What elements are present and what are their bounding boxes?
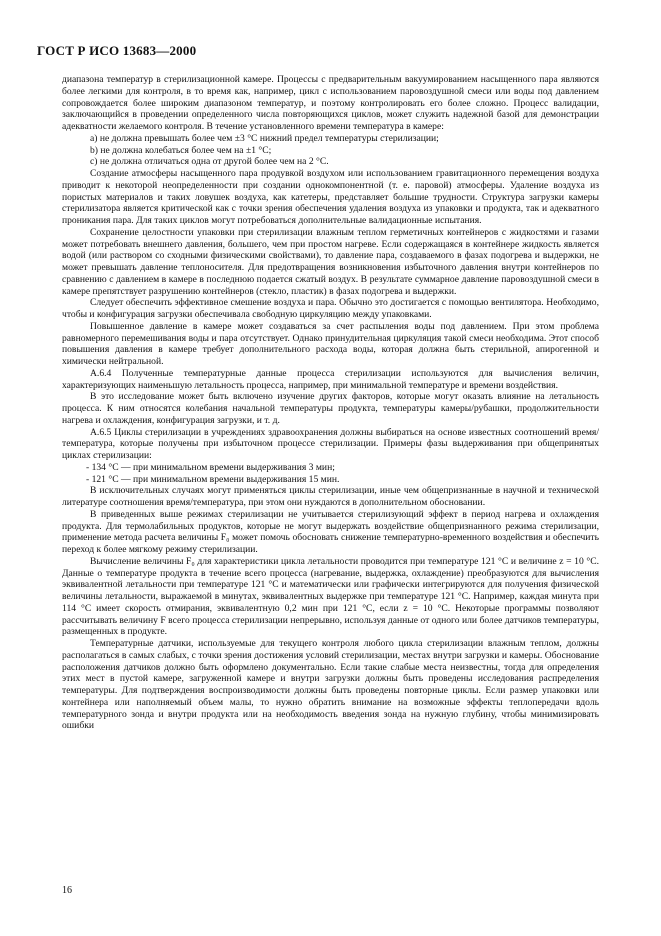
dash-item: - 134 °С — при минимальном времени выдерживания 3 мин; [86,461,335,473]
dash-item: - 121 °С — при минимальном времени выдерживания 15 мин. [86,473,340,485]
paragraph: Сохранение целостности упаковки при стерилизации влажным теплом герметичных контейнеров с жидкостями и газами может потребовать внешнего давления, большего, чем при простом нагреве. Если содержащаяся в контейнере жидкость является водой (или раствором со сходными физическими свойствами), то давление пара, создаваемого в фазах подогрева и выдержки, не может превышать давление теплоносителя. Для предотвращения возникновения избыточного давления внутри контейнеров по сравнению с давлением в камере в последнюю подается сжатый воздух. В результате суммарное давление паровоздушной смеси в камере препятствует разрушению контейнеров (стекло, пластик) в фазах подогрева и выдержки. [62,226,599,297]
list-item: c) не должна отличаться одна от другой более чем на 2 °С. [90,156,329,168]
paragraph: В приведенных выше режимах стерилизации не учитывается стерилизующий эффект в период нагрева и охлаждения продукта. Для термолабильных продуктов, которые не могут выдержать воздействие общепризнанного режима стерилизации, применение метода расчета величины F₀ может помочь обосновать снижение температурно-временного воздействия и обеспечить переход к более мягкому режиму стерилизации. [62,508,599,555]
list-item: а) не должна превышать более чем ±3 °С нижний предел температуры стерилизации; [90,132,439,144]
paragraph: А.6.4 Полученные температурные данные процесса стерилизации используются для вычисления величин, характеризующих наименьшую летальность процесса, например, при минимальной температуре и времени воздействия. [62,367,599,391]
paragraph: Повышенное давление в камере может создаваться за счет распыления воды под давлением. При этом проблема равномерного перемешивания воды и пара отсутствует. Однако принудительная циркуляция такой смеси необходима. Этот способ повышения давления в камере требует дополнительного расхода воды, которая должна быть стерильной, апирогенной и химически нейтральной. [62,320,599,367]
paragraph: Следует обеспечить эффективное смешение воздуха и пара. Обычно это достигается с помощью вентилятора. Необходимо, чтобы и конфигурация загрузки обеспечивала свободную циркуляцию между упаковками. [62,297,599,320]
page-number: 16 [62,885,72,896]
paragraph: диапазона температур в стерилизационной камере. Процессы с предварительным вакуумированием насыщенного пара являются более легкими для контроля, в то время как, например, цикл с использованием паровоздушной смеси или воды под давлением сопровождается более широким диапазоном температур, и поэтому контролировать его более сложно. Процесс валидации, заключающийся в проведении определенного числа повторяющихся циклов, может служить надежной базой для демонстрации адекватности желаемого контроля. В течение установленного времени температура в камере: [62,74,599,132]
paragraph: В это исследование может быть включено изучение других факторов, которые могут оказать влияние на летальность процесса. К ним относятся колебания начальной температуры продукта, температуры камеры/рубашки, продолжительности нагрева и охлаждения, конфигурация загрузки, и т. д. [62,391,599,426]
paragraph: В исключительных случаях могут применяться циклы стерилизации, иные чем общепризнанные в научной и технической литературе соотношения время/температура, при этом они нуждаются в дополнительном обосновании. [62,485,599,508]
document-body [62,74,599,732]
paragraph: Температурные датчики, используемые для текущего контроля любого цикла стерилизации влажным теплом, должны располагаться в самых слабых, с точки зрения достижения условий стерилизации, местах внутри загрузки и камеры. Обоснование расположения датчиков должно быть оформлено документально. Если такие слабые места неизвестны, тогда для определения этих мест в пустой камере, загруженной камере и внутри загрузки должны быть проведены исследования распределения температуры. Для подтверждения воспроизводимости должны быть проведены повторные циклы. Если размер упаковки или контейнера или наполняемый объем малы, то нужно обратить внимание на возможные эффекты теплопередачи вдоль температурного зонда и внутри продукта или на необходимость введения зонда на нужную глубину, чтобы минимизировать ошибки [62,638,599,732]
list-item: b) не должна колебаться более чем на ±1 °С; [90,144,272,156]
paragraph: Создание атмосферы насыщенного пара продувкой воздухом или использованием гравитационного перемещения воздуха приводит к некоторой неопределенности при создании однокомпонентной (т. е. паровой) атмосферы. Удаление воздуха из пористых материалов и таких ловушек воздуха, как катетеры, представляет большие трудности. Структура загрузки камеры стерилизатора является критической как с точки зрения обеспечения удаления воздуха из упаковки и продукта, так и адекватного проникания пара. Для таких циклов могут потребоваться дополнительные валидационные испытания. [62,168,599,226]
paragraph: А.6.5 Циклы стерилизации в учреждениях здравоохранения должны выбираться на основе известных соотношений время/температура, которые получены при избыточном процессе стерилизации. Примеры фазы выдерживания при общепринятых циклах стерилизации: [62,426,599,461]
page-header: ГОСТ Р ИСО 13683—2000 [37,43,197,58]
paragraph: Вычисление величины F₀ для характеристики цикла летальности проводится при температуре 121 °С и величине z = 10 °С. Данные о температуре продукта в течение всего процесса (нагревание, выдержка, охлаждение) преобразуются для вычисления эквивалентной летальности при температуре 121 °С и математически или графически интегрируются для получения физической величины летальности, выражаемой в минутах, эквивалентных выдержке при температуре 121 °С. Например, каждая минута при 114 °С имеет скорость отмирания, эквивалентную 0,2 мин при 121 °С, если z = 10 °С. Некоторые программы позволяют рассчитывать величину F всего процесса стерилизации непрерывно, используя данные от одного или более датчиков температуры, размещенных в продукте. [62,555,599,638]
